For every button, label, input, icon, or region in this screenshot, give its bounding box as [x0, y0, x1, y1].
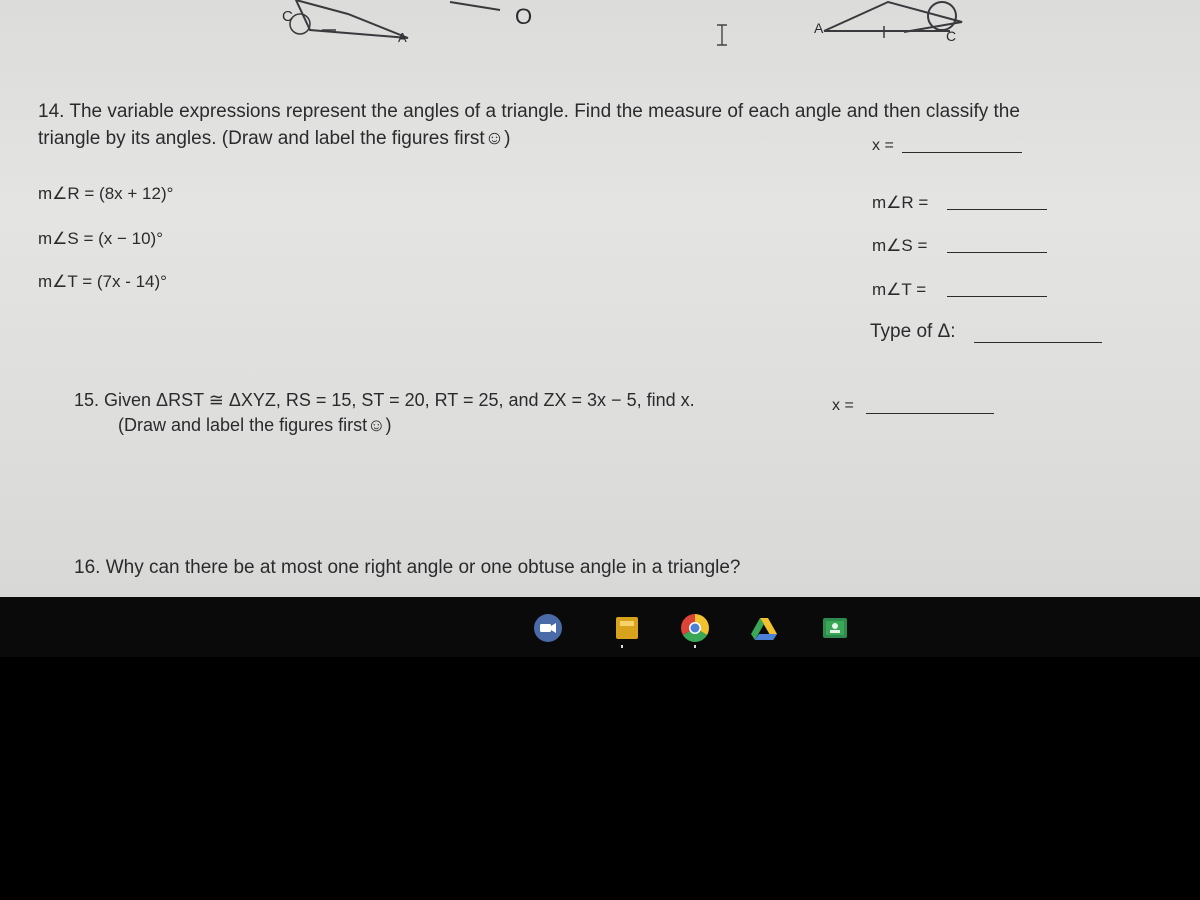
chrome-running-indicator	[694, 645, 696, 648]
left-triangle-figure	[290, 0, 408, 38]
q14-x-answer-line[interactable]	[902, 152, 1022, 153]
q14-answer-r-label: m∠R =	[872, 193, 929, 212]
q15-text-line1: 15. Given ΔRST ≅ ΔXYZ, RS = 15, ST = 20, RT = 25, and ZX = 3x − 5, find x.	[74, 390, 695, 410]
q14-type-answer-line[interactable]	[974, 342, 1102, 343]
right-triangle-figure	[824, 2, 962, 38]
middle-figure	[450, 2, 500, 10]
q15-text-line2: (Draw and label the figures first☺)	[118, 415, 392, 435]
q14-text-line2: triangle by its angles. (Draw and label the figures first☺)	[38, 128, 511, 149]
middle-figure-label-o: O	[515, 4, 533, 29]
q14-answer-s-line[interactable]	[947, 252, 1047, 253]
drive-icon[interactable]	[750, 614, 778, 642]
classroom-icon[interactable]	[821, 614, 849, 642]
q15-x-label: x =	[832, 397, 854, 414]
q16-text: 16. Why can there be at most one right angle or one obtuse angle in a triangle?	[74, 557, 741, 578]
q14-given-r: m∠R = (8x + 12)°	[38, 184, 174, 203]
shelf-taskbar	[0, 597, 1200, 657]
text-cursor-icon	[716, 24, 728, 46]
right-figure-label-c: C	[946, 28, 957, 44]
q15-x-answer-line[interactable]	[866, 413, 994, 414]
left-figure-label-c: C	[282, 8, 293, 25]
right-figure-label-a: A	[814, 20, 824, 36]
q14-answer-r-line[interactable]	[947, 209, 1047, 210]
top-figures	[0, 0, 1200, 60]
files-running-indicator	[621, 645, 623, 648]
chrome-icon[interactable]	[681, 614, 709, 642]
q14-answer-s-label: m∠S =	[872, 236, 928, 255]
q14-given-t: m∠T = (7x - 14)°	[38, 272, 167, 291]
q14-answer-t-label: m∠T =	[872, 280, 927, 299]
q14-given-s: m∠S = (x − 10)°	[38, 229, 164, 248]
q14-x-label: x =	[872, 137, 894, 154]
files-icon[interactable]	[613, 614, 641, 642]
meet-icon[interactable]	[534, 614, 562, 642]
q14-text-line1: 14. The variable expressions represent the angles of a triangle. Find the measure of each angle and then classify the	[38, 101, 1020, 122]
left-figure-label-a: A	[398, 30, 407, 45]
q14-answer-t-line[interactable]	[947, 296, 1047, 297]
q14-type-label: Type of Δ:	[870, 321, 956, 342]
